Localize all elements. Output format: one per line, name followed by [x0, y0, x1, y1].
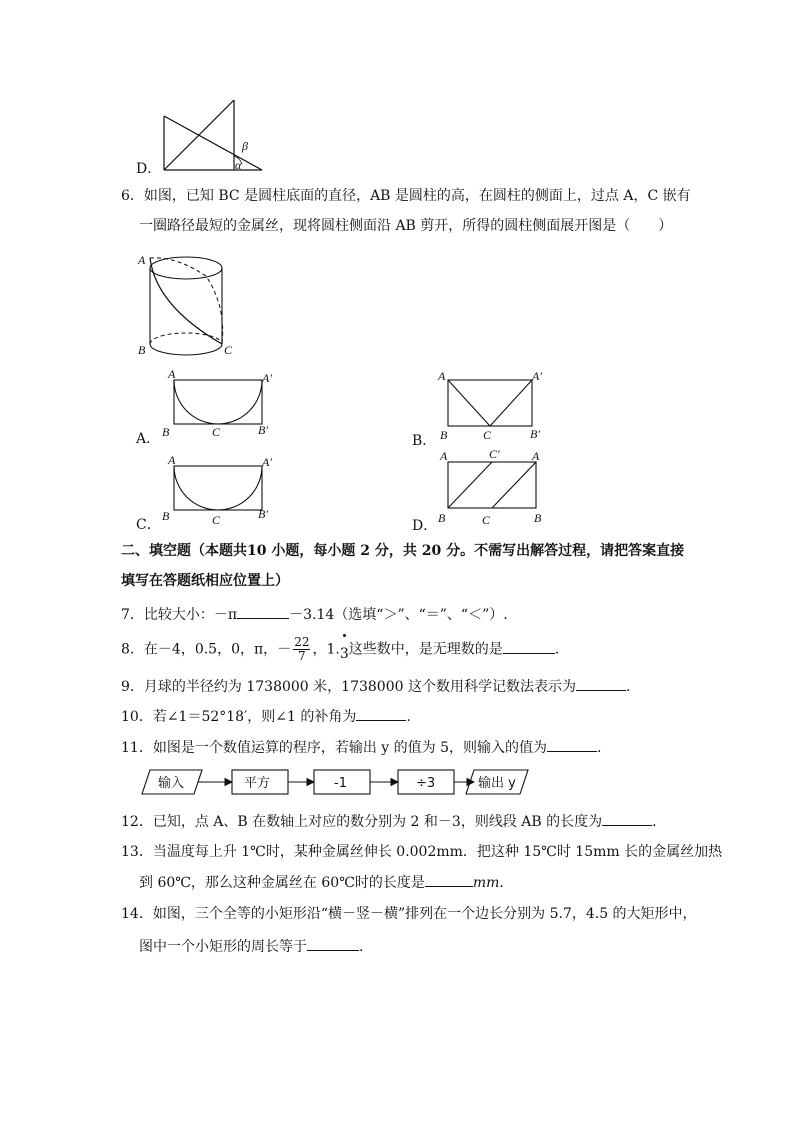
q9 [121, 676, 630, 696]
q7-text-a: 7．比较大小：－π [121, 607, 238, 623]
q11-end: . [596, 740, 602, 756]
q7-text-b: －3.14（选填“＞”、“＝”、“＜”）. [289, 607, 508, 623]
q6-option-a-figure [160, 368, 280, 440]
opt-d-tr: A [532, 449, 540, 463]
cyl-label-b: B [138, 343, 146, 357]
q10 [121, 706, 411, 726]
angle-alpha-label: α [235, 158, 242, 172]
q13-unit: mm. [472, 875, 504, 891]
flow-output: 输出 y [478, 776, 516, 791]
opt-d-br: B [534, 511, 542, 525]
q10-text: 10．若∠1＝52°18′，则∠1 的补角为 [121, 709, 357, 725]
q13-answer-blank[interactable] [425, 872, 473, 887]
q6-option-d-label: D． [412, 518, 438, 534]
q6-option-b-label: B． [412, 433, 437, 449]
q8-text-b: ，1. [312, 641, 340, 658]
q13-line2 [139, 872, 504, 892]
q11 [121, 737, 601, 757]
q5-option-d-figure [158, 98, 268, 174]
q5-option-d-label: D． [136, 161, 162, 177]
opt-c-tl: A [168, 453, 176, 467]
opt-d-tm: C′ [489, 448, 500, 461]
opt-c-bm: C [212, 513, 221, 527]
q6-line1: 6．如图，已知 BC 是圆柱底面的直径，AB 是圆柱的高，在圆柱的侧面上，过点 A，C 嵌有 [121, 188, 691, 204]
cyl-label-c: C [224, 343, 233, 357]
q8-fraction-den: 7 [298, 649, 306, 663]
q10-answer-blank[interactable] [356, 706, 406, 721]
q8-text-a: 8．在－4，0.5，0，π，－ [121, 641, 292, 658]
q12-answer-blank[interactable] [602, 811, 652, 826]
q13-text: 到 60℃，那么这种金属丝在 60℃时的长度是 [139, 875, 425, 891]
opt-a-bl: B [162, 425, 170, 439]
repeating-dot-icon [343, 634, 346, 637]
opt-b-br: B′ [530, 427, 540, 440]
q6-option-b-figure [434, 368, 554, 440]
opt-a-br: B′ [258, 423, 268, 437]
q14-text: 图中一个小矩形的周长等于 [139, 939, 307, 955]
angle-beta-label: β [242, 139, 248, 153]
q9-answer-blank[interactable] [576, 676, 626, 691]
section2-heading-line1: 二、填空题（本题共10 小题，每小题 2 分，共 20 分。不需写出解答过程，请把答案直接 [121, 543, 685, 559]
flow-input: 输入 [158, 776, 185, 791]
flow-divide-three: ÷3 [416, 776, 436, 791]
q8-repeating-digit: 3 [339, 645, 349, 662]
q6-option-c-label: C． [136, 517, 161, 533]
q11-text: 11．如图是一个数值运算的程序，若输出 y 的值为 5，则输入的值为 [121, 740, 547, 756]
q11-flowchart [140, 766, 540, 800]
q11-answer-blank[interactable] [547, 737, 597, 752]
q8-fraction-num: 22 [294, 635, 310, 649]
cylinder-figure [136, 246, 246, 366]
opt-b-bm: C [483, 428, 492, 440]
opt-c-br: B′ [258, 507, 268, 521]
q8-answer-blank[interactable] [503, 639, 555, 654]
q14-line1: 14．如图，三个全等的小矩形沿“横－竖－横”排列在一个边长分别为 5.7，4.5 的大矩形中， [121, 906, 697, 922]
q14-answer-blank[interactable] [307, 936, 359, 951]
q7-answer-blank[interactable] [237, 604, 289, 619]
q14-end: . [359, 939, 364, 955]
q6-option-a-label: A． [136, 431, 161, 447]
q12 [121, 811, 657, 831]
q8-fraction [293, 636, 310, 663]
section2-heading-line2: 填写在答题纸相应位置上） [121, 573, 289, 589]
opt-b-bl: B [440, 428, 448, 440]
opt-c-tr: A′ [262, 455, 272, 469]
flow-square: 平方 [244, 776, 271, 791]
q7 [121, 604, 508, 624]
q6-option-d-figure [434, 448, 554, 528]
opt-d-bm: C [482, 513, 491, 527]
q14-line2 [139, 936, 363, 956]
q6-line2: 一圈路径最短的金属丝，现将圆柱侧面沿 AB 剪开，所得的圆柱侧面展开图是（ ） [139, 218, 673, 234]
opt-d-bl: B [438, 511, 446, 525]
opt-b-tr: A′ [532, 369, 542, 383]
q10-end: . [406, 709, 411, 725]
q12-end: . [652, 814, 657, 830]
q13-line1: 13．当温度每上升 1℃时，某种金属丝伸长 0.002mm．把这种 15℃时 15mm 长的金属丝加热 [121, 844, 723, 860]
q9-end: . [625, 679, 631, 695]
q8-end: . [554, 641, 560, 658]
q8 [121, 636, 559, 663]
q6-option-c-figure [160, 452, 280, 528]
opt-a-tl: A [168, 368, 176, 381]
cyl-label-a: A [138, 253, 146, 267]
q9-text: 9．月球的半径约为 1738000 米，1738000 这个数用科学记数法表示为 [121, 679, 576, 695]
opt-d-tl: A [440, 449, 448, 463]
opt-b-tl: A [438, 369, 446, 383]
opt-c-bl: B [162, 509, 170, 523]
flow-minus-one: -1 [334, 776, 347, 791]
q12-text: 12．已知，点 A、B 在数轴上对应的数分别为 2 和－3，则线段 AB 的长度为 [121, 814, 603, 830]
q8-text-c: 这些数中，是无理数的是 [348, 641, 503, 658]
opt-a-tr: A′ [262, 371, 272, 385]
opt-a-bm: C [212, 425, 221, 439]
